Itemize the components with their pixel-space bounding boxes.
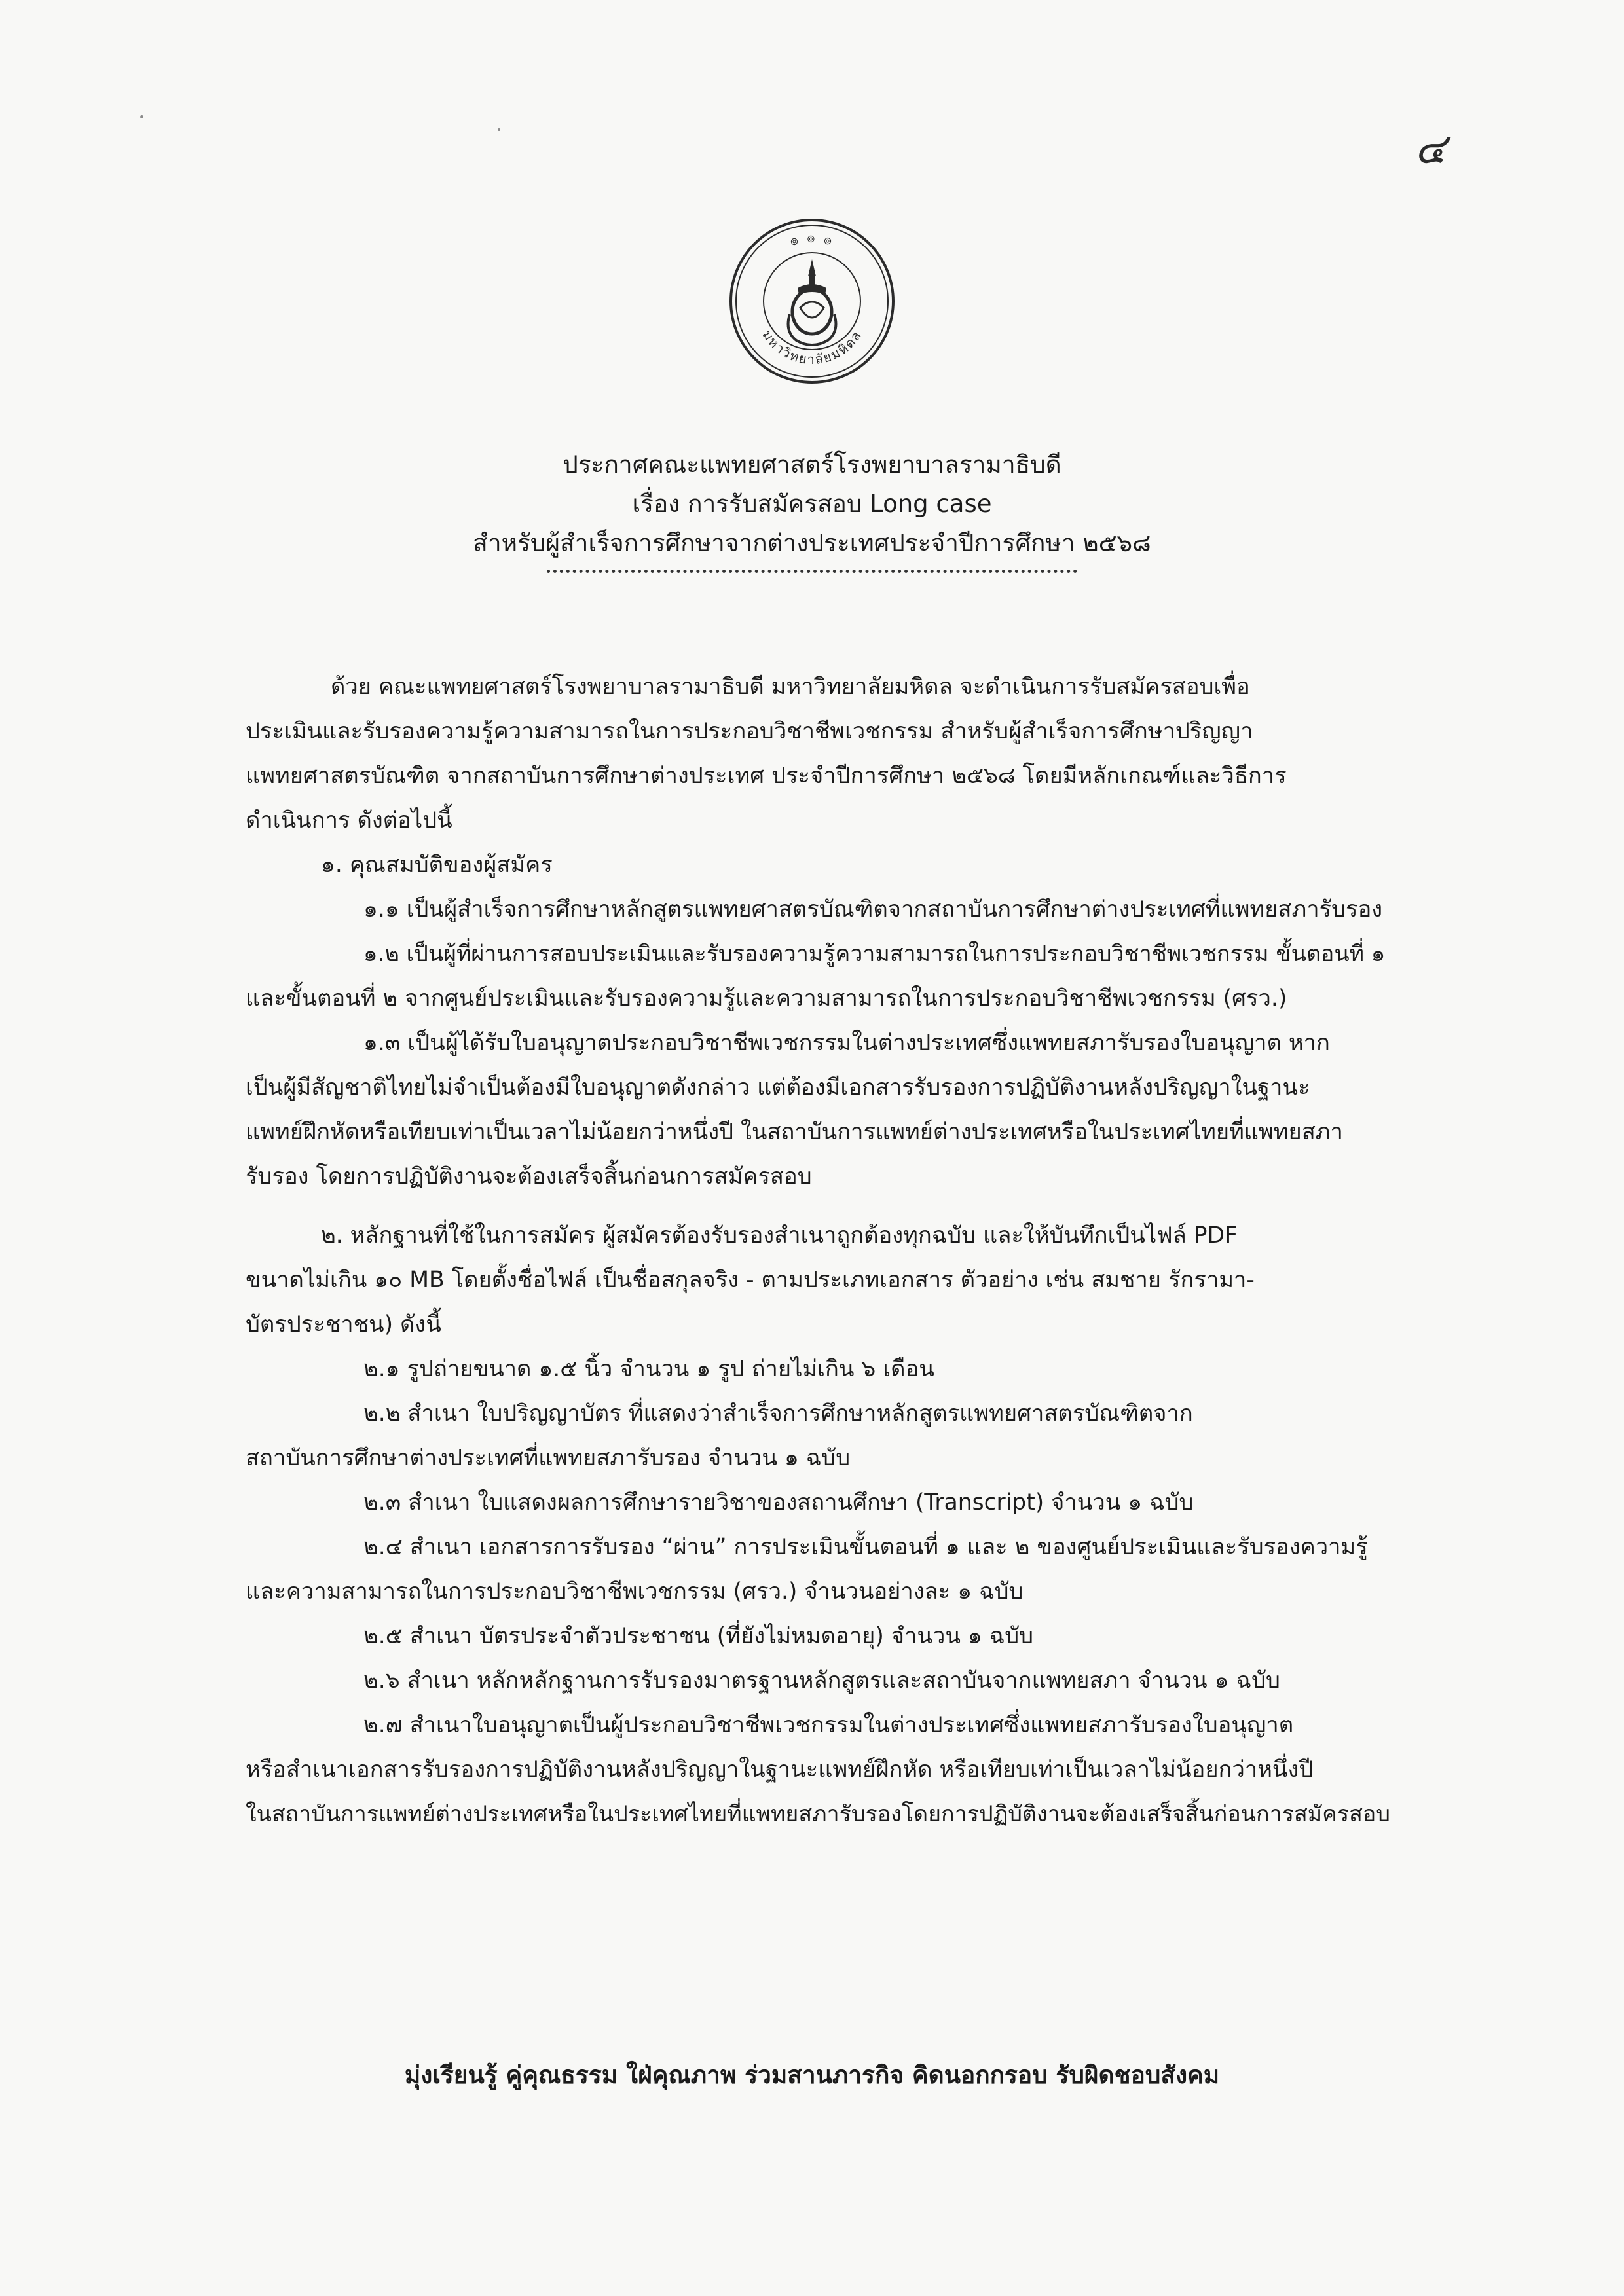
item-line: แพทย์ฝึกหัดหรือเทียบเท่าเป็นเวลาไม่น้อยกว่าหนึ่งปี ในสถาบันการแพทย์ต่างประเทศหรือในประเทศไทยที่แพทยสภา [246,1119,1343,1145]
scan-speck [140,115,143,118]
page-number: ๔ [1414,125,1447,173]
item-line: ๒.๕ สำเนา บัตรประจำตัวประชาชน (ที่ยังไม่หมดอายุ) จำนวน ๑ ฉบับ [363,1623,1034,1649]
item-line: ๒.๑ รูปถ่ายขนาด ๑.๕ นิ้ว จำนวน ๑ รูป ถ่ายไม่เกิน ๖ เดือน [363,1356,934,1382]
item-line: สถาบันการศึกษาต่างประเทศที่แพทยสภารับรอง จำนวน ๑ ฉบับ [246,1445,851,1471]
section-2-line: ๒. หลักฐานที่ใช้ในการสมัคร ผู้สมัครต้องรับรองสำเนาถูกต้องทุกฉบับ และให้บันทึกเป็นไฟล์ PDF [321,1222,1238,1248]
item-line: ๒.๓ สำเนา ใบแสดงผลการศึกษารายวิชาของสถานศึกษา (Transcript) จำนวน ๑ ฉบับ [363,1489,1194,1516]
section-1-item-1 [246,887,1395,932]
announcement-body [246,665,1395,1836]
intro-line: แพทยศาสตรบัณฑิต จากสถาบันการศึกษาต่างประเทศ ประจำปีการศึกษา ๒๕๖๘ โดยมีหลักเกณฑ์และวิธีการ [246,763,1287,789]
section-2-line: ขนาดไม่เกิน ๑๐ MB โดยตั้งชื่อไฟล์ เป็นชื่อสกุลจริง - ตามประเภทเอกสาร ตัวอย่าง เช่น สมชาย รักรามา- [246,1267,1255,1293]
section-1-item-3 [246,1021,1395,1199]
item-line: ๑.๑ เป็นผู้สำเร็จการศึกษาหลักสูตรแพทยศาสตรบัณฑิตจากสถาบันการศึกษาต่างประเทศที่แพทยสภารับรอง [363,896,1383,922]
intro-line: ด้วย คณะแพทยศาสตร์โรงพยาบาลรามาธิบดี มหาวิทยาลัยมหิดล จะดำเนินการรับสมัครสอบเพื่อ [331,674,1250,700]
item-line: เป็นผู้มีสัญชาติไทยไม่จำเป็นต้องมีใบอนุญาตดังกล่าว แต่ต้องมีเอกสารรับรองการปฏิบัติงานหลังปริญญาในฐานะ [246,1074,1310,1101]
item-line: ๒.๔ สำเนา เอกสารการรับรอง “ผ่าน” การประเมินขั้นตอนที่ ๑ และ ๒ ของศูนย์ประเมินและรับรองความรู้ [363,1534,1368,1560]
item-line: ๒.๗ สำเนาใบอนุญาตเป็นผู้ประกอบวิชาชีพเวชกรรมในต่างประเทศซึ่งแพทยสภารับรองใบอนุญาต [363,1712,1294,1738]
item-line: รับรอง โดยการปฏิบัติงานจะต้องเสร็จสิ้นก่อนการสมัครสอบ [246,1163,812,1190]
svg-text:๏ ๏ ๏: ๏ ๏ ๏ [788,230,836,249]
section-2-item-5 [246,1614,1395,1658]
section-2-item-2 [246,1391,1395,1480]
item-line: ๒.๖ สำเนา หลักหลักฐานการรับรองมาตรฐานหลักสูตรและสถาบันจากแพทยสภา จำนวน ๑ ฉบับ [363,1667,1280,1694]
item-line: ๒.๒ สำเนา ใบปริญญาบัตร ที่แสดงว่าสำเร็จการศึกษาหลักสูตรแพทยศาสตรบัณฑิตจาก [363,1400,1193,1427]
section-2-item-4 [246,1525,1395,1614]
intro-line: ประเมินและรับรองความรู้ความสามารถในการประกอบวิชาชีพเวชกรรม สำหรับผู้สำเร็จการศึกษาปริญญา [246,718,1253,744]
item-line: และขั้นตอนที่ ๒ จากศูนย์ประเมินและรับรองความรู้และความสามารถในการประกอบวิชาชีพเวชกรรม (ศรว.) [246,985,1287,1011]
item-line: ในสถาบันการแพทย์ต่างประเทศหรือในประเทศไทยที่แพทยสภารับรองโดยการปฏิบัติงานจะต้องเสร็จสิ้นก่อนการสมัครสอบ [246,1801,1390,1827]
section-2-heading-paragraph [246,1213,1395,1347]
announcement-title [196,445,1428,573]
title-line-1: ประกาศคณะแพทยศาสตร์โรงพยาบาลรามาธิบดี [563,450,1061,479]
section-1-item-2 [246,932,1395,1021]
intro-paragraph [246,665,1395,843]
section-1-heading: ๑. คุณสมบัติของผู้สมัคร [321,852,553,878]
title-line-3: สำหรับผู้สำเร็จการศึกษาจากต่างประเทศประจำปีการศึกษา ๒๕๖๘ [473,529,1151,557]
item-line: ๑.๓ เป็นผู้ได้รับใบอนุญาตประกอบวิชาชีพเวชกรรมในต่างประเทศซึ่งแพทยสภารับรองใบอนุญาต หาก [363,1030,1330,1056]
section-2-line: บัตรประชาชน) ดังนี้ [246,1311,441,1338]
item-line: และความสามารถในการประกอบวิชาชีพเวชกรรม (ศรว.) จำนวนอย่างละ ๑ ฉบับ [246,1578,1024,1605]
seal-ring-text: มหาวิทยาลัยมหิดล [759,327,865,368]
university-seal-logo [727,216,897,386]
paragraph-gap [246,1199,1395,1213]
intro-line: ดำเนินการ ดังต่อไปนี้ [246,807,452,833]
section-2-item-6 [246,1658,1395,1703]
item-line: ๑.๒ เป็นผู้ที่ผ่านการสอบประเมินและรับรองความรู้ความสามารถในการประกอบวิชาชีพเวชกรรม ขั้นตอนที่ ๑ [363,941,1386,967]
section-2-item-3 [246,1480,1395,1525]
section-2-item-1 [246,1347,1395,1391]
faculty-motto: มุ่งเรียนรู้ คู่คุณธรรม ใฝ่คุณภาพ ร่วมสานภารกิจ คิดนอกกรอบ รับผิดชอบสังคม [404,2061,1220,2089]
scan-speck [498,128,500,131]
title-line-2: เรื่อง การรับสมัครสอบ Long case [632,490,992,518]
section-2-item-7 [246,1703,1395,1836]
item-line: หรือสำเนาเอกสารรับรองการปฏิบัติงานหลังปริญญาในฐานะแพทย์ฝึกหัด หรือเทียบเท่าเป็นเวลาไม่น้อยกว่าหนึ่งปี [246,1757,1314,1783]
title-dotted-rule [547,566,1077,573]
